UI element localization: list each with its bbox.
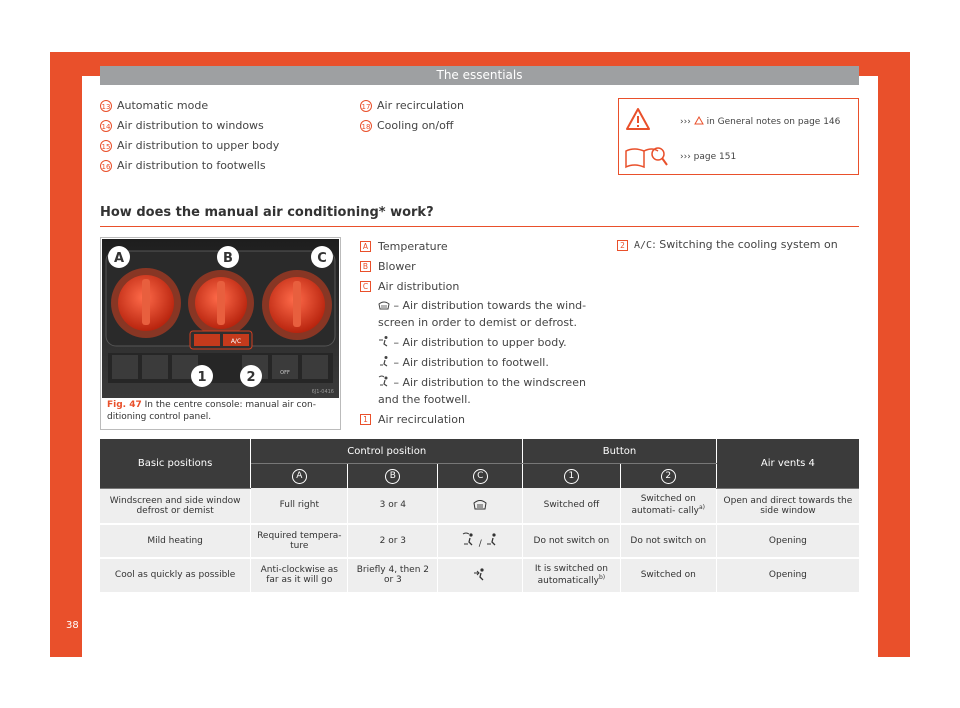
- legend-item: 14 Air distribution to windows: [101, 119, 264, 132]
- footwell-icon: [378, 355, 390, 367]
- header-title: The essentials: [100, 66, 859, 85]
- legend-item: 18 Cooling on/off: [361, 119, 454, 132]
- upper-body-icon: [473, 567, 487, 581]
- warning-triangle-small-icon: [694, 116, 704, 125]
- windscreen-defrost-cell: [438, 488, 523, 524]
- windscreen-footwell-icon: [378, 375, 390, 387]
- col-b: B: [348, 464, 438, 489]
- basic-positions-table: [100, 439, 859, 594]
- windscreen-defrost-icon: [473, 498, 487, 510]
- item-a: A Temperature: [360, 238, 600, 255]
- legend-item: 17 Air recirculation: [361, 99, 464, 112]
- sub-windscreen-footwell: – Air distribution to the windscreen and the footwell.: [378, 376, 586, 406]
- ac-item: 2 A/C: Switching the cooling system on: [617, 238, 838, 251]
- ac-label: A/C: [230, 338, 242, 345]
- windscreen-footwell-icon: [462, 532, 476, 546]
- item-1: 1 Air recirculation: [360, 411, 600, 428]
- windscreen-defrost-icon: [378, 300, 390, 310]
- upper-body-cell: [438, 558, 523, 593]
- col-a: A: [251, 464, 348, 489]
- warning-box: [618, 98, 859, 175]
- col-control-position: Control position: [251, 439, 523, 464]
- warning-line-1: ››› in General notes on page 146: [680, 117, 841, 127]
- button-1-label: 1: [197, 370, 207, 385]
- knob-c-label: C: [317, 251, 327, 266]
- item-b: B Blower: [360, 258, 600, 275]
- legend-item: 15 Air distribution to upper body: [101, 139, 280, 152]
- col-2: 2: [620, 464, 716, 489]
- legend-item: 16 Air distribution to footwells: [101, 159, 266, 172]
- figure-code: 6J1-0416: [311, 389, 334, 395]
- footwell-icon: [485, 532, 499, 546]
- warning-triangle-icon: [625, 107, 651, 131]
- off-label: OFF: [280, 370, 290, 376]
- table-row: Cool as quickly as possible Anti-clockwise as far as it will go Briefly 4, then 2 or 3 It is switched on automatically$^{b)}$ Switched on Opening: [100, 558, 859, 593]
- legend-left: [100, 99, 279, 179]
- figure-47: [100, 237, 341, 430]
- control-panel-image: [102, 239, 339, 398]
- table-row: Windscreen and side window defrost or demist Full right 3 or 4 Switched off Switched on automati- cally$^{a)}$ Open and direct towards the side window: [100, 488, 859, 524]
- cell-btn1: It is switched on automatically$^{b)}$: [523, 558, 621, 593]
- button-2-label: 2: [246, 370, 256, 385]
- cell-btn2: Switched on automati- cally$^{a)}$: [620, 488, 716, 524]
- sub-windscreen: – Air distribution towards the wind- screen in order to demist or defrost.: [378, 299, 587, 329]
- col-air-vents: Air vents 4: [716, 439, 859, 488]
- knob-b-label: B: [223, 251, 233, 266]
- legend-item: 13 Automatic mode: [101, 99, 209, 112]
- col-basic-positions: Basic positions: [100, 439, 251, 488]
- figure-caption: Fig. 47 In the centre console: manual air con- ditioning control panel.: [107, 400, 316, 422]
- col-1: 1: [523, 464, 621, 489]
- description-list: [360, 238, 600, 428]
- manual-book-icon: [624, 143, 668, 171]
- sub-footwell: – Air distribution to footwell.: [360, 354, 600, 371]
- table-row: Mild heating Required tempera- ture 2 or 3 / Do not switch on Do not switch on Opening: [100, 524, 859, 558]
- item-c: C Air distribution: [360, 278, 600, 295]
- col-c: C: [438, 464, 523, 489]
- section-title: How does the manual air conditioning* work?: [100, 205, 434, 220]
- section-divider: [100, 226, 859, 227]
- legend-mid: [360, 99, 464, 139]
- warning-line-2: ››› page 151: [680, 152, 737, 162]
- sub-upper-body: – Air distribution to upper body.: [360, 334, 600, 351]
- footwell-cell: /: [438, 524, 523, 558]
- upper-body-icon: [378, 335, 390, 347]
- page-number: 38: [66, 620, 79, 631]
- col-button: Button: [523, 439, 717, 464]
- knob-a-label: A: [113, 251, 125, 266]
